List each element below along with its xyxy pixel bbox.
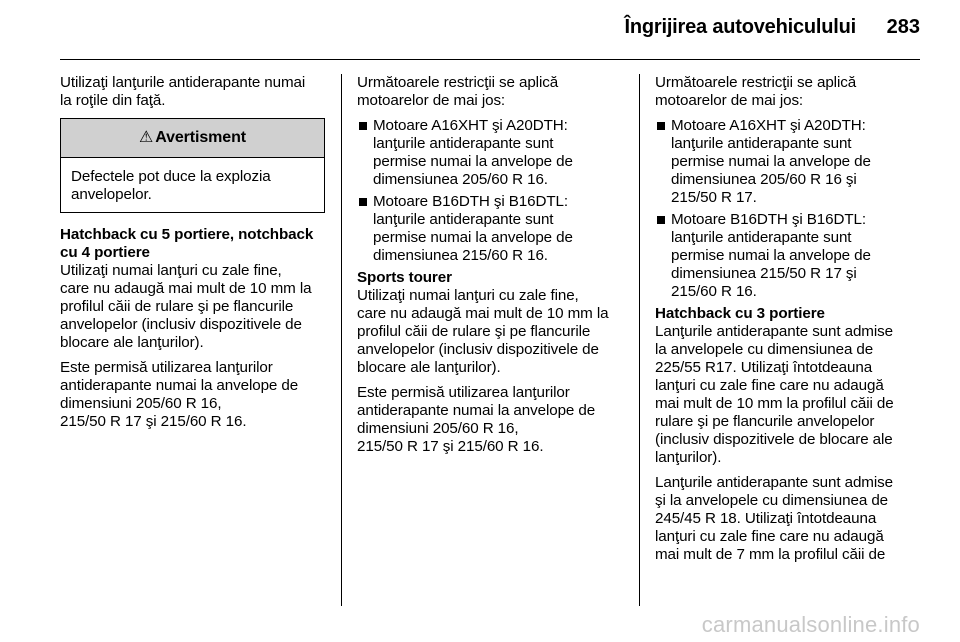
restrictions-intro: Următoarele restricţii se aplică motoarelor de mai jos: [655, 74, 857, 109]
bullet-square-icon [657, 216, 665, 224]
section-heading-hatchback-3: Hatchback cu 3 portiere [655, 305, 825, 322]
chain-paragraph: Utilizaţi numai lanţuri cu zale fine, care nu adaugă mai mult de 10 mm la profilul căii de rulare şi pe flancurile anvelopelor (inclusiv dispozitivele de blocare ale lanţurilor). [357, 287, 609, 376]
bullet-square-icon [359, 122, 367, 130]
chain-paragraph: Utilizaţi numai lanţuri cu zale fine, care nu adaugă mai mult de 10 mm la profilul căii de rulare şi pe flancurile anvelopelor (inclusiv dispozitivele de blocare ale lanţurilor). [60, 262, 312, 351]
bullet-square-icon [657, 122, 665, 130]
header-rule [60, 59, 920, 60]
list-item: Motoare B16DTH şi B16DTL: lanţurile antiderapante sunt permise numai la anvelope de dimensiunea 215/50 R 17 şi 215/60 R 16. [655, 211, 920, 301]
column-1 [60, 74, 325, 438]
warning-title: Avertisment [155, 129, 247, 146]
warning-body: Defectele pot duce la explozia anvelopelor. [71, 168, 271, 203]
tyre-size-paragraph: Este permisă utilizarea lanţurilor antiderapante numai la anvelope de dimensiuni 205/60 R 16, 215/50 R 17 şi 215/60 R 16. [357, 384, 596, 455]
restrictions-intro: Următoarele restricţii se aplică motoarelor de mai jos: [357, 74, 559, 109]
list-item: Motoare A16XHT şi A20DTH: lanţurile antiderapante sunt permise numai la anvelope de dimensiunea 205/60 R 16 şi 215/50 R 17. [655, 117, 920, 207]
page-number: 283 [886, 16, 920, 38]
list-item: Motoare B16DTH şi B16DTL: lanţurile antiderapante sunt permise numai la anvelope de dimensiunea 215/60 R 16. [357, 193, 625, 265]
large-tyre-paragraph: Lanţurile antiderapante sunt admise şi la anvelopele cu dimensiunea de 245/45 R 18. Utilizaţi întotdeauna lanţuri cu zale fine care nu adaugă mai mult de 7 mm la profilul căii de [655, 474, 893, 563]
list-item: Motoare A16XHT şi A20DTH: lanţurile antiderapante sunt permise numai la anvelope de dimensiunea 205/60 R 16. [357, 117, 625, 189]
column-divider-2 [639, 74, 640, 606]
section-heading-sports-tourer: Sports tourer [357, 269, 452, 286]
chain-paragraph: Lanţurile antiderapante sunt admise la anvelopele cu dimensiunea de 225/55 R17. Utilizaţi întotdeauna lanţuri cu zale fine care nu adaugă mai mult de 10 mm la profilul căii de rulare şi pe flancurile anvelopelor (inclusiv dispozitivele de blocare ale lanţurilor). [655, 323, 894, 466]
engine-restriction-list [655, 117, 920, 301]
engine-restriction-list [357, 117, 625, 265]
running-header-title: Îngrijirea autovehiculului [624, 16, 856, 38]
warning-header [61, 119, 324, 158]
column-3 [655, 74, 920, 571]
watermark: carmanualsonline.info [701, 612, 920, 637]
column-2 [357, 74, 625, 463]
intro-paragraph: Utilizaţi lanţurile antiderapante numai la roţile din faţă. [60, 74, 306, 109]
bullet-square-icon [359, 198, 367, 206]
section-heading-hatchback-5: Hatchback cu 5 portiere, notchback cu 4 portiere [60, 226, 314, 261]
tyre-size-paragraph: Este permisă utilizarea lanţurilor antiderapante numai la anvelope de dimensiuni 205/60 R 16, 215/50 R 17 şi 215/60 R 16. [60, 359, 299, 430]
warning-box [60, 118, 325, 213]
warning-triangle-icon: ⚠ [138, 129, 154, 146]
column-divider-1 [341, 74, 342, 606]
